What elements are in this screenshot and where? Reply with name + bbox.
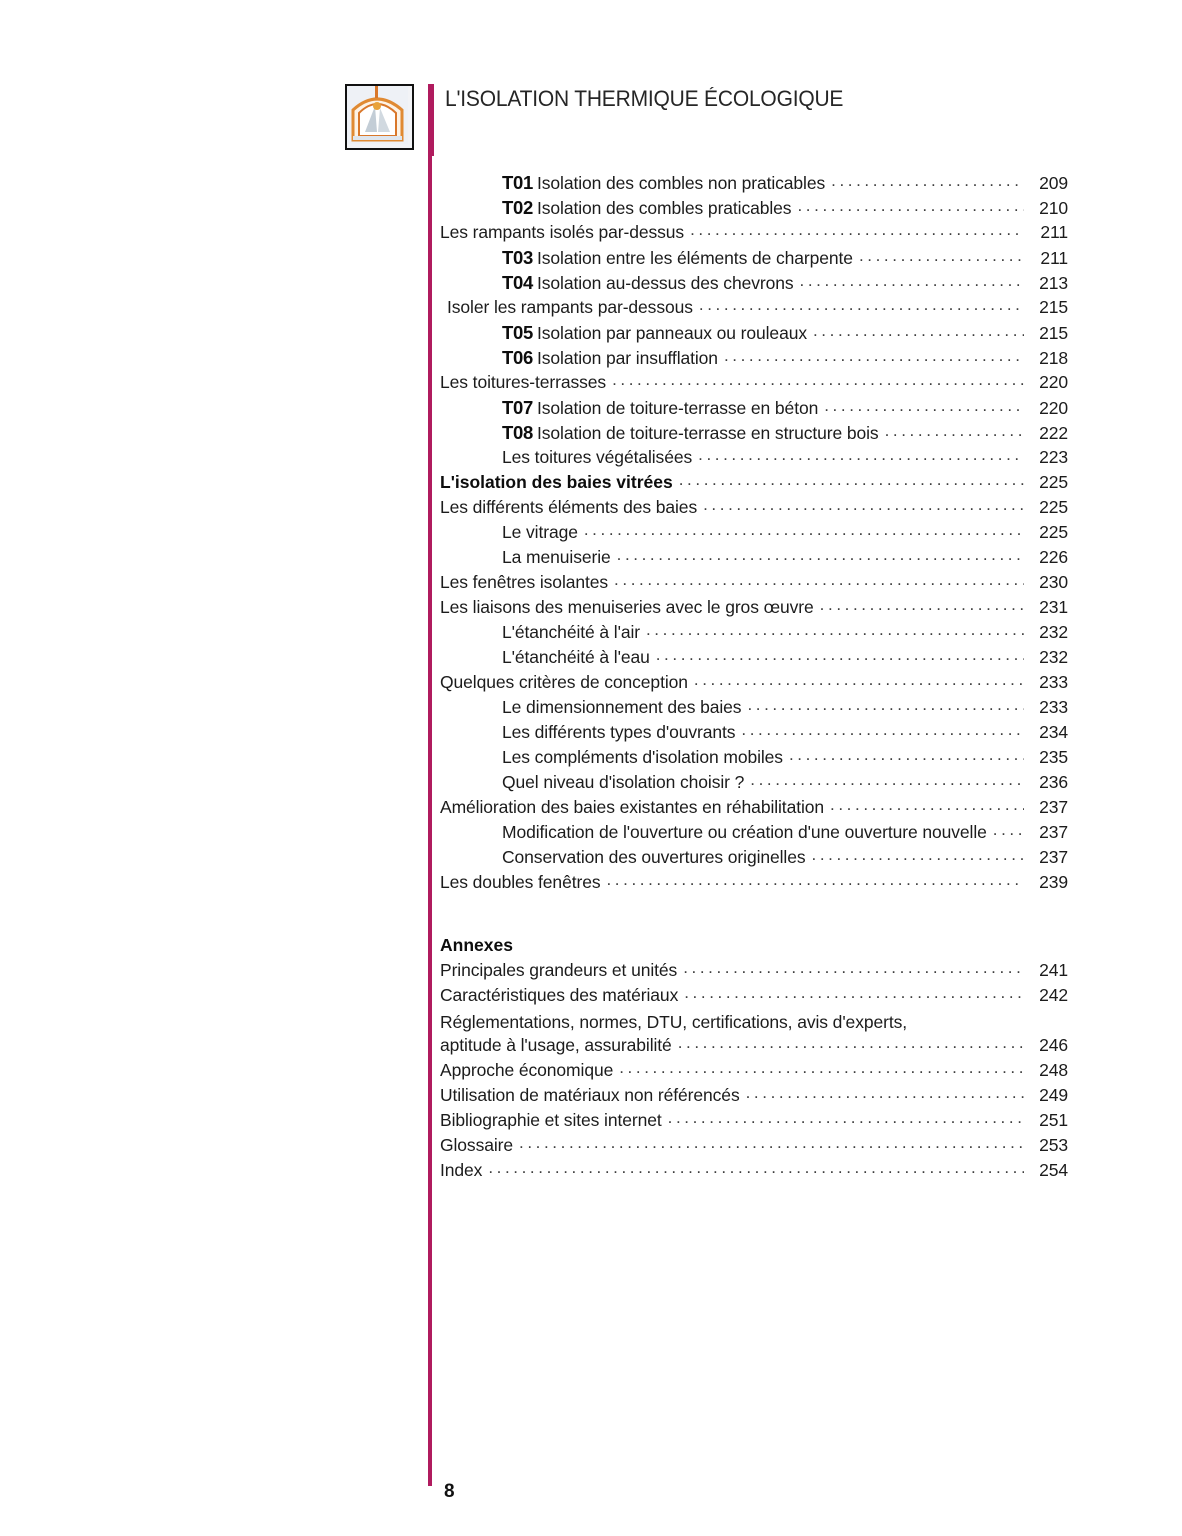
toc-spacer: [440, 922, 1068, 935]
toc-entry[interactable]: [440, 1085, 1068, 1110]
toc-entry[interactable]: [440, 622, 1068, 647]
toc-entry-page: 232: [1039, 622, 1068, 642]
toc-entry-page: 225: [1039, 472, 1068, 492]
toc-entry-label: Utilisation de matériaux non référencés: [440, 1085, 740, 1105]
toc-entry-page: 254: [1039, 1160, 1068, 1180]
toc-entry-label: Glossaire: [440, 1135, 514, 1155]
toc-entry-page: 225: [1039, 522, 1068, 542]
toc-entry[interactable]: [440, 472, 1068, 497]
toc-entry-code: T05: [502, 322, 533, 343]
toc-dot-leader: [656, 648, 1024, 666]
toc-dot-leader: [830, 798, 1024, 816]
toc-entry[interactable]: [440, 1035, 1068, 1060]
toc-entry-page: 233: [1039, 697, 1068, 717]
vertical-accent-rule: [428, 84, 432, 1486]
toc-dot-leader: [698, 448, 1024, 466]
toc-dot-leader: [746, 1086, 1024, 1104]
toc-entry-page: 218: [1039, 348, 1068, 368]
toc-dot-leader: [750, 773, 1024, 791]
toc-entry[interactable]: [440, 172, 1068, 197]
table-of-contents: [440, 172, 1068, 1185]
toc-entry-label: L'étanchéité à l'eau: [502, 647, 650, 667]
toc-entry-page: 210: [1039, 198, 1068, 218]
toc-entry[interactable]: [440, 397, 1068, 422]
toc-dot-leader: [747, 698, 1024, 716]
toc-entry-page: 242: [1039, 985, 1068, 1005]
toc-dot-leader: [831, 174, 1024, 192]
toc-entry-label: Isolation par panneaux ou rouleaux: [536, 323, 807, 343]
toc-entry-label: Les toitures-terrasses: [440, 372, 607, 392]
toc-entry[interactable]: [440, 1110, 1068, 1135]
toc-dot-leader: [690, 223, 1024, 241]
toc-entry-label: Conservation des ouvertures originelles: [502, 847, 806, 867]
toc-entry-label: Réglementations, normes, DTU, certifications, avis d'experts,: [440, 1011, 908, 1032]
toc-entry[interactable]: [440, 597, 1068, 622]
toc-dot-leader: [678, 1036, 1024, 1054]
toc-entry[interactable]: [440, 822, 1068, 847]
toc-entry-page: 215: [1039, 323, 1068, 343]
toc-entry[interactable]: [440, 322, 1068, 347]
toc-entry[interactable]: [440, 1160, 1068, 1185]
toc-entry-label: Bibliographie et sites internet: [440, 1110, 662, 1130]
toc-entry-page: 232: [1039, 647, 1068, 667]
toc-dot-leader: [668, 1111, 1024, 1129]
toc-entry[interactable]: [440, 522, 1068, 547]
toc-dot-leader: [813, 324, 1024, 342]
toc-entry[interactable]: [440, 222, 1068, 247]
toc-entry[interactable]: [440, 647, 1068, 672]
toc-entry-label: Les doubles fenêtres: [440, 872, 601, 892]
toc-entry-page: 213: [1039, 273, 1068, 293]
toc-entry[interactable]: [440, 697, 1068, 722]
toc-entry-label: Isolation de toiture-terrasse en béton: [536, 398, 819, 418]
toc-entry-page: 237: [1039, 847, 1068, 867]
toc-entry-page: 249: [1039, 1085, 1068, 1105]
toc-dot-leader: [824, 399, 1024, 417]
toc-dot-leader: [800, 274, 1024, 292]
toc-entry-label: Index: [440, 1160, 483, 1180]
toc-entry-page: 235: [1039, 747, 1068, 767]
toc-entry-label: Isolation des combles praticables: [536, 198, 792, 218]
toc-entry-label: La menuiserie: [502, 547, 611, 567]
toc-dot-leader: [679, 473, 1024, 491]
toc-entry-label: Principales grandeurs et unités: [440, 960, 678, 980]
toc-entry-label: Modification de l'ouverture ou création d'une ouverture nouvelle: [502, 822, 987, 842]
toc-dot-leader: [684, 986, 1024, 1004]
toc-entry[interactable]: [440, 347, 1068, 372]
toc-entry-page: 253: [1039, 1135, 1068, 1155]
toc-dot-leader: [584, 523, 1024, 541]
toc-dot-leader: [703, 498, 1024, 516]
toc-dot-leader: [699, 298, 1024, 316]
toc-entry-code: T02: [502, 197, 533, 218]
toc-entry-label: Isolation de toiture-terrasse en structure bois: [536, 423, 879, 443]
toc-entry-label: Quel niveau d'isolation choisir ?: [502, 772, 745, 792]
toc-entry-code: T08: [502, 422, 533, 443]
toc-entry-page: 226: [1039, 547, 1068, 567]
toc-dot-leader: [741, 723, 1024, 741]
annexes-heading: Annexes: [440, 935, 513, 955]
page-title: L'ISOLATION THERMIQUE ÉCOLOGIQUE: [445, 87, 844, 112]
toc-entry-code: T06: [502, 347, 533, 368]
toc-entry[interactable]: [440, 797, 1068, 822]
toc-entry[interactable]: [440, 372, 1068, 397]
toc-entry[interactable]: [440, 1010, 1068, 1035]
book-cover-thumbnail-icon: [345, 84, 414, 150]
toc-dot-leader: [789, 748, 1024, 766]
toc-entry-page: 220: [1039, 398, 1068, 418]
toc-entry-page: 239: [1039, 872, 1068, 892]
toc-entry[interactable]: [440, 297, 1068, 322]
toc-entry[interactable]: [440, 197, 1068, 222]
toc-dot-leader: [993, 823, 1024, 841]
toc-entry-page: 237: [1039, 822, 1068, 842]
toc-entry-page: 220: [1039, 372, 1068, 392]
toc-spacer: [440, 897, 1068, 922]
toc-entry-code: T04: [502, 272, 533, 293]
toc-entry-page: 209: [1039, 173, 1068, 193]
toc-entry[interactable]: [440, 1060, 1068, 1085]
toc-entry-code: T03: [502, 247, 533, 268]
toc-entry-page: 231: [1039, 597, 1068, 617]
toc-entry-page: 251: [1039, 1110, 1068, 1130]
toc-entry[interactable]: [440, 272, 1068, 297]
toc-entry-label: Les différents types d'ouvrants: [502, 722, 736, 742]
toc-entry[interactable]: [440, 985, 1068, 1010]
toc-entry-label: Isoler les rampants par-dessous: [447, 297, 693, 317]
toc-entry-page: 246: [1039, 1035, 1068, 1055]
toc-entry-page: 211: [1040, 222, 1068, 242]
toc-entry[interactable]: [440, 872, 1068, 897]
toc-entry-page: 248: [1039, 1060, 1068, 1080]
toc-entry[interactable]: [440, 722, 1068, 747]
toc-entry-page: 241: [1039, 960, 1068, 980]
toc-entry-label: Les compléments d'isolation mobiles: [502, 747, 783, 767]
toc-entry-label: L'étanchéité à l'air: [502, 622, 640, 642]
toc-entry[interactable]: [440, 960, 1068, 985]
toc-entry-page: 234: [1039, 722, 1068, 742]
toc-dot-leader: [859, 249, 1024, 267]
toc-dot-leader: [519, 1136, 1024, 1154]
toc-dot-leader: [606, 873, 1024, 891]
toc-entry[interactable]: [440, 747, 1068, 772]
toc-dot-leader: [885, 424, 1024, 442]
toc-entry-label: Les fenêtres isolantes: [440, 572, 609, 592]
toc-dot-leader: [683, 961, 1024, 979]
toc-entry[interactable]: [440, 772, 1068, 797]
toc-entry-label: Approche économique: [440, 1060, 614, 1080]
toc-entry[interactable]: [440, 547, 1068, 572]
toc-entry-page: 223: [1039, 447, 1068, 467]
toc-entry[interactable]: [440, 247, 1068, 272]
toc-dot-leader: [614, 573, 1024, 591]
toc-dot-leader: [646, 623, 1024, 641]
toc-entry-label: Caractéristiques des matériaux: [440, 985, 679, 1005]
toc-dot-leader: [488, 1161, 1024, 1179]
toc-entry-page: 211: [1040, 248, 1068, 268]
toc-entry-code: T07: [502, 397, 533, 418]
toc-entry-page: 230: [1039, 572, 1068, 592]
toc-entry-page: 215: [1039, 297, 1068, 317]
toc-entry-label: Les rampants isolés par-dessus: [440, 222, 685, 242]
toc-entry[interactable]: [440, 672, 1068, 697]
toc-entry[interactable]: [440, 847, 1068, 872]
toc-dot-leader: [724, 349, 1024, 367]
toc-dot-leader: [913, 1010, 1024, 1028]
toc-entry[interactable]: [440, 422, 1068, 447]
toc-entry-label: Les différents éléments des baies: [440, 497, 698, 517]
toc-entry-label: Isolation au-dessus des chevrons: [536, 273, 794, 293]
toc-entry-page: 222: [1039, 423, 1068, 443]
toc-entry-label: Isolation des combles non praticables: [536, 173, 826, 193]
toc-dot-leader: [797, 199, 1024, 217]
toc-dot-leader: [612, 373, 1024, 391]
toc-dot-leader: [617, 548, 1024, 566]
page-number: 8: [444, 1481, 455, 1502]
toc-entry[interactable]: [440, 497, 1068, 522]
toc-dot-leader: [619, 1061, 1024, 1079]
toc-dot-leader: [694, 673, 1024, 691]
page-header: [345, 84, 1105, 156]
toc-entry-label: Le vitrage: [502, 522, 578, 542]
toc-dot-leader: [812, 848, 1025, 866]
toc-dot-leader: [820, 598, 1024, 616]
toc-entry[interactable]: [440, 572, 1068, 597]
toc-entry[interactable]: [440, 1135, 1068, 1160]
toc-entry[interactable]: [440, 447, 1068, 472]
toc-entry-label: Isolation entre les éléments de charpente: [536, 248, 853, 268]
toc-entry-label: Quelques critères de conception: [440, 672, 688, 692]
toc-entry-label: L'isolation des baies vitrées: [440, 472, 673, 492]
toc-entry-page: 225: [1039, 497, 1068, 517]
toc-entry-page: 237: [1039, 797, 1068, 817]
toc-entry-page: 233: [1039, 672, 1068, 692]
toc-entry-label: Les toitures végétalisées: [502, 447, 693, 467]
toc-entry-label: Isolation par insufflation: [536, 348, 718, 368]
toc-entry-label: Amélioration des baies existantes en réhabilitation: [440, 797, 825, 817]
toc-entry-label: Les liaisons des menuiseries avec le gros œuvre: [440, 597, 814, 617]
toc-entry-label: aptitude à l'usage, assurabilité: [440, 1035, 672, 1055]
toc-entry-page: 236: [1039, 772, 1068, 792]
toc-entry-label: Le dimensionnement des baies: [502, 697, 742, 717]
toc-entry-code: T01: [502, 172, 533, 193]
